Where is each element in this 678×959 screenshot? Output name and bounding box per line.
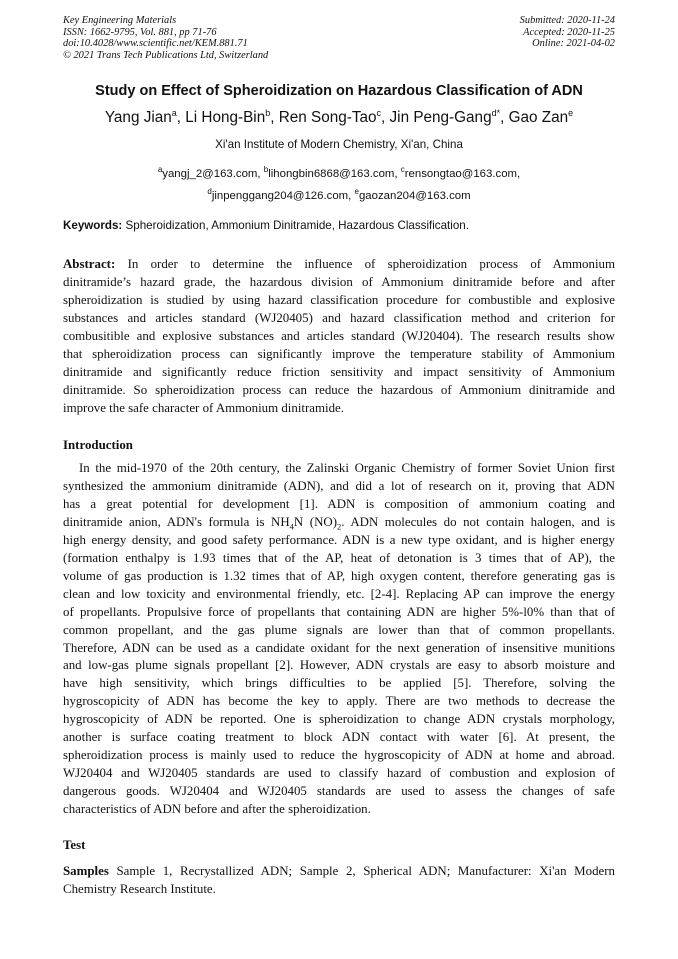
email-mark: c (400, 165, 405, 174)
intro-line: characteristics of ADN before and after the spheroidization. (63, 802, 371, 817)
keywords-text: Spheroidization, Ammonium Dinitramide, Hazardous Classification. (125, 219, 469, 232)
journal-issn: ISSN: 1662-9795, Vol. 881, pp 71-76 (63, 26, 217, 38)
author-mark: b (265, 108, 271, 118)
email-link[interactable]: yangj_2@163.com (162, 167, 258, 180)
email-mark: a (157, 165, 163, 174)
abstract-line: substances and articles standard (WJ20405) and hazard classification method and criterion for (63, 310, 615, 325)
intro-line: synthesized the ammonium dinitramide (ADN), and did a lot of research on it, proving that ADN (63, 478, 615, 493)
intro-line: dinitramide anion, ADN's formula is $NH_4N$ $(NO)_2$. ADN molecules do not contain halogen, and is (63, 514, 615, 532)
abstract-line: Abstract: In order to determine the influence of spheroidization process of Ammonium (63, 257, 615, 271)
journal-doi[interactable]: doi:10.4028/www.scientific.net/KEM.881.71 (63, 38, 248, 50)
intro-line: common propellant, and the gas plume signals are lower than that of common propellants. (63, 622, 615, 637)
samples-paragraph (63, 863, 615, 899)
abstract-line: improve the safe character of Ammonium dinitramide. (63, 400, 344, 415)
journal-copyright: © 2021 Trans Tech Publications Ltd, Switzerland (63, 49, 269, 61)
abstract-line: spheroidization is studied by using hazard classification procedure for combustible and explosive (63, 292, 615, 307)
intro-line: high energy density, and good safety performance. ADN is a new type oxidant, and is higher energy (63, 532, 615, 547)
paper-title: Study on Effect of Spheroidization on Hazardous Classification of ADN (95, 83, 583, 99)
intro-line: and low-gas plume signals propellant [2]. However, ADN crystals are easy to absorb moisture and (63, 658, 615, 673)
samples-line: Chemistry Research Institute. (63, 881, 216, 896)
author-mark: c (376, 108, 382, 118)
author-name: Gao Zan (508, 109, 569, 127)
abstract-label: Abstract: (63, 257, 116, 271)
intro-line: of propellants. Propulsive force of propellants that containing ADN are higher 5%-l0% than that of (63, 604, 615, 619)
intro-line: volume of gas production is 1.32 times that of AP, high oxygen content, therefore generating gas is (63, 568, 615, 583)
abstract-line: combusitible and explosive substances and articles standard (WJ20404). The research results show (63, 328, 615, 343)
section-heading-test: Test (63, 838, 86, 852)
abstract-line: dinitramide’s hazard grade, the hazardous division of Ammonium dinitramide before and after (63, 274, 615, 289)
email-list: $^a$yangj_2@163.com, $^b$lihongbin6868@163.com, $^c$rensongtao@163.com, $^d$jinpenggang204@126.com, $^e$gaozan204@163.com (157, 165, 521, 202)
introduction-body (63, 460, 615, 819)
intro-line: another is surface coating treatment to block ADN contact with water [6]. At present, the (63, 730, 615, 745)
intro-line: In the mid-1970 of the 20th century, the Zalinski Organic Chemistry of former Soviet Union first (79, 461, 615, 475)
abstract-line: that spheroidization process can significantly improve the temperature stability of Ammonium (63, 346, 615, 361)
intro-line: (formation enthalpy is 1.93 times that of the AP, heat of detonation is 3 times that of AP), the (63, 550, 615, 565)
samples-line: Samples Sample 1, Recrystallized ADN; Sample 2, Spherical ADN; Manufacturer: Xi'an Modern (63, 864, 615, 878)
submitted-date: Submitted: 2020-11-24 (519, 15, 615, 26)
keywords-label: Keywords: (63, 219, 123, 232)
email-mark: d (207, 186, 212, 196)
author-mark: e (568, 108, 574, 118)
online-date: Online: 2021-04-02 (532, 38, 615, 50)
abstract-line: dinitramide and significantly reduce friction sensitivity and impact sensitivity of Ammonium (63, 364, 615, 379)
author-mark: d* (491, 108, 501, 118)
email-link[interactable]: lihongbin6868@163.com (268, 167, 395, 180)
author-name: Yang Jian (104, 109, 172, 127)
intro-line: has a great potential for development [1]. ADN is composition of ammonium coating and (63, 496, 615, 511)
intro-line: hygroscopicity of ADN be reported. One is spheroidization to change ADN crystals morphology, (63, 712, 615, 727)
intro-line: hygroscopicity of ADN has become the key to apply. There are two methods to decrease the (63, 694, 615, 709)
intro-line: WJ20404 and WJ20405 standards are used to classify hazard of combustion and explosion of (63, 766, 615, 781)
author-name: Li Hong-Bin (185, 109, 266, 127)
author-name: Ren Song-Tao (278, 109, 377, 127)
journal-name: Key Engineering Materials (63, 15, 177, 26)
email-link[interactable]: rensongtao@163.com (404, 167, 518, 180)
author-list: Yang Jian$^a$, Li Hong-Bin$^b$, Ren Song-Tao$^c$, Jin Peng-Gang$^{d*}$, Gao Zan$^e$ (104, 108, 574, 127)
author-mark: a (171, 108, 177, 118)
dates-header (375, 15, 615, 50)
email-mark: b (263, 165, 269, 174)
journal-header (63, 15, 383, 61)
abstract-line: dinitramide. So spheroidization process can reduce the hazardous of Ammonium dinitramide and (63, 382, 615, 397)
accepted-date: Accepted: 2020-11-25 (523, 26, 615, 38)
intro-line: dangerous goods. WJ20404 and WJ20405 standards are used to assess the changes of safe (63, 784, 615, 799)
section-heading-introduction: Introduction (63, 438, 133, 452)
intro-line: have high sensitivity, which brings difficulties to be applied [5]. Therefore, solving the (63, 676, 615, 691)
affiliation: Xi'an Institute of Modern Chemistry, Xi'an, China (215, 138, 463, 151)
samples-label: Samples (63, 864, 109, 878)
author-name: Jin Peng-Gang (389, 109, 492, 127)
intro-line: Therefore, ADN can be used as a candidate oxidant for the next generation of insensitive munitions (63, 640, 615, 655)
email-link[interactable]: gaozan204@163.com (358, 189, 471, 202)
email-mark: e (354, 186, 359, 196)
email-link[interactable]: jinpenggang204@126.com (211, 189, 349, 202)
abstract (63, 256, 615, 418)
intro-line: clean and low toxicity and environmental friendly, etc. [2-4]. Replacing AP can improve the energy (63, 586, 615, 601)
intro-line: spheroidization process is mainly used to reduce the hygroscopicity of ADN at home and abroad. (63, 748, 615, 763)
keywords (63, 219, 623, 232)
